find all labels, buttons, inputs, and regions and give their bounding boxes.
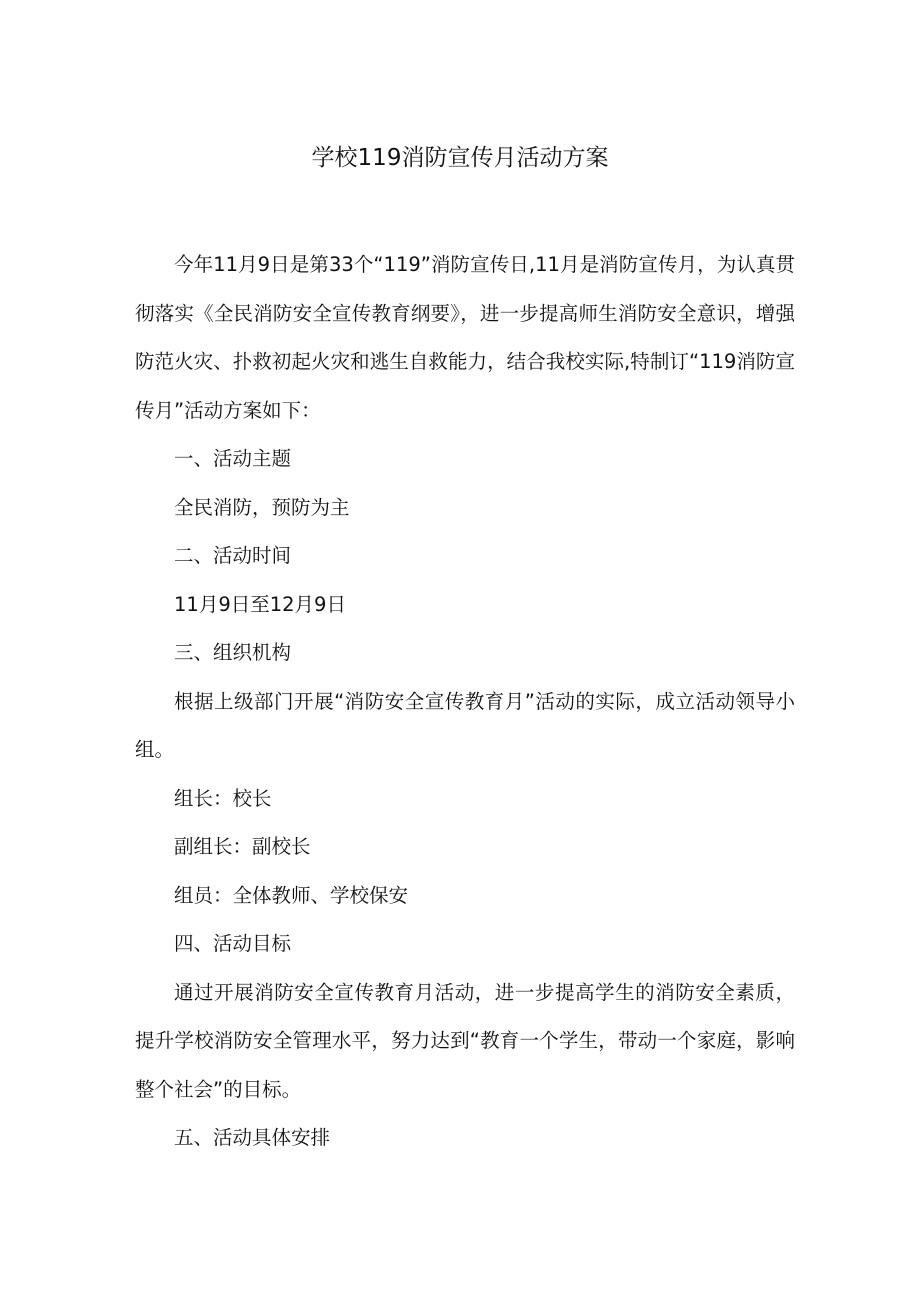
document-body xyxy=(135,241,795,1163)
paragraph-organization: 根据上级部门开展“消防安全宣传教育月”活动的实际，成立活动领导小组。 xyxy=(135,689,795,761)
heading-activity-time: 二、活动时间 xyxy=(174,544,292,567)
heading-activity-goal: 四、活动目标 xyxy=(174,932,292,955)
paragraph-members: 组员：全体教师、学校保安 xyxy=(174,883,409,907)
document-title: 学校119消防宣传月活动方案 xyxy=(311,145,609,171)
paragraph-activity-goal: 通过开展消防安全宣传教育月活动，进一步提高学生的消防安全素质，提升学校消防安全管理水平，努力达到“教育一个学生，带动一个家庭，影响整个社会”的目标。 xyxy=(135,980,795,1101)
heading-activity-theme: 一、活动主题 xyxy=(174,447,292,470)
heading-organization: 三、组织机构 xyxy=(174,641,292,664)
paragraph-leader: 组长：校长 xyxy=(174,786,272,810)
heading-activity-arrangement: 五、活动具体安排 xyxy=(174,1126,331,1149)
paragraph-deputy-leader: 副组长：副校长 xyxy=(174,835,311,858)
paragraph-activity-theme: 全民消防，预防为主 xyxy=(174,495,350,519)
paragraph-intro: 今年11月9日是第33个“119”消防宣传日,11月是消防宣传月，为认真贯彻落实《全民消防安全宣传教育纲要》，进一步提高师生消防安全意识，增强防范火灾、扑救初起火灾和逃生自救能力，结合我校实际,特制订“119消防宣传月”活动方案如下： xyxy=(135,253,795,422)
paragraph-activity-time: 11月9日至12月9日 xyxy=(174,592,346,616)
